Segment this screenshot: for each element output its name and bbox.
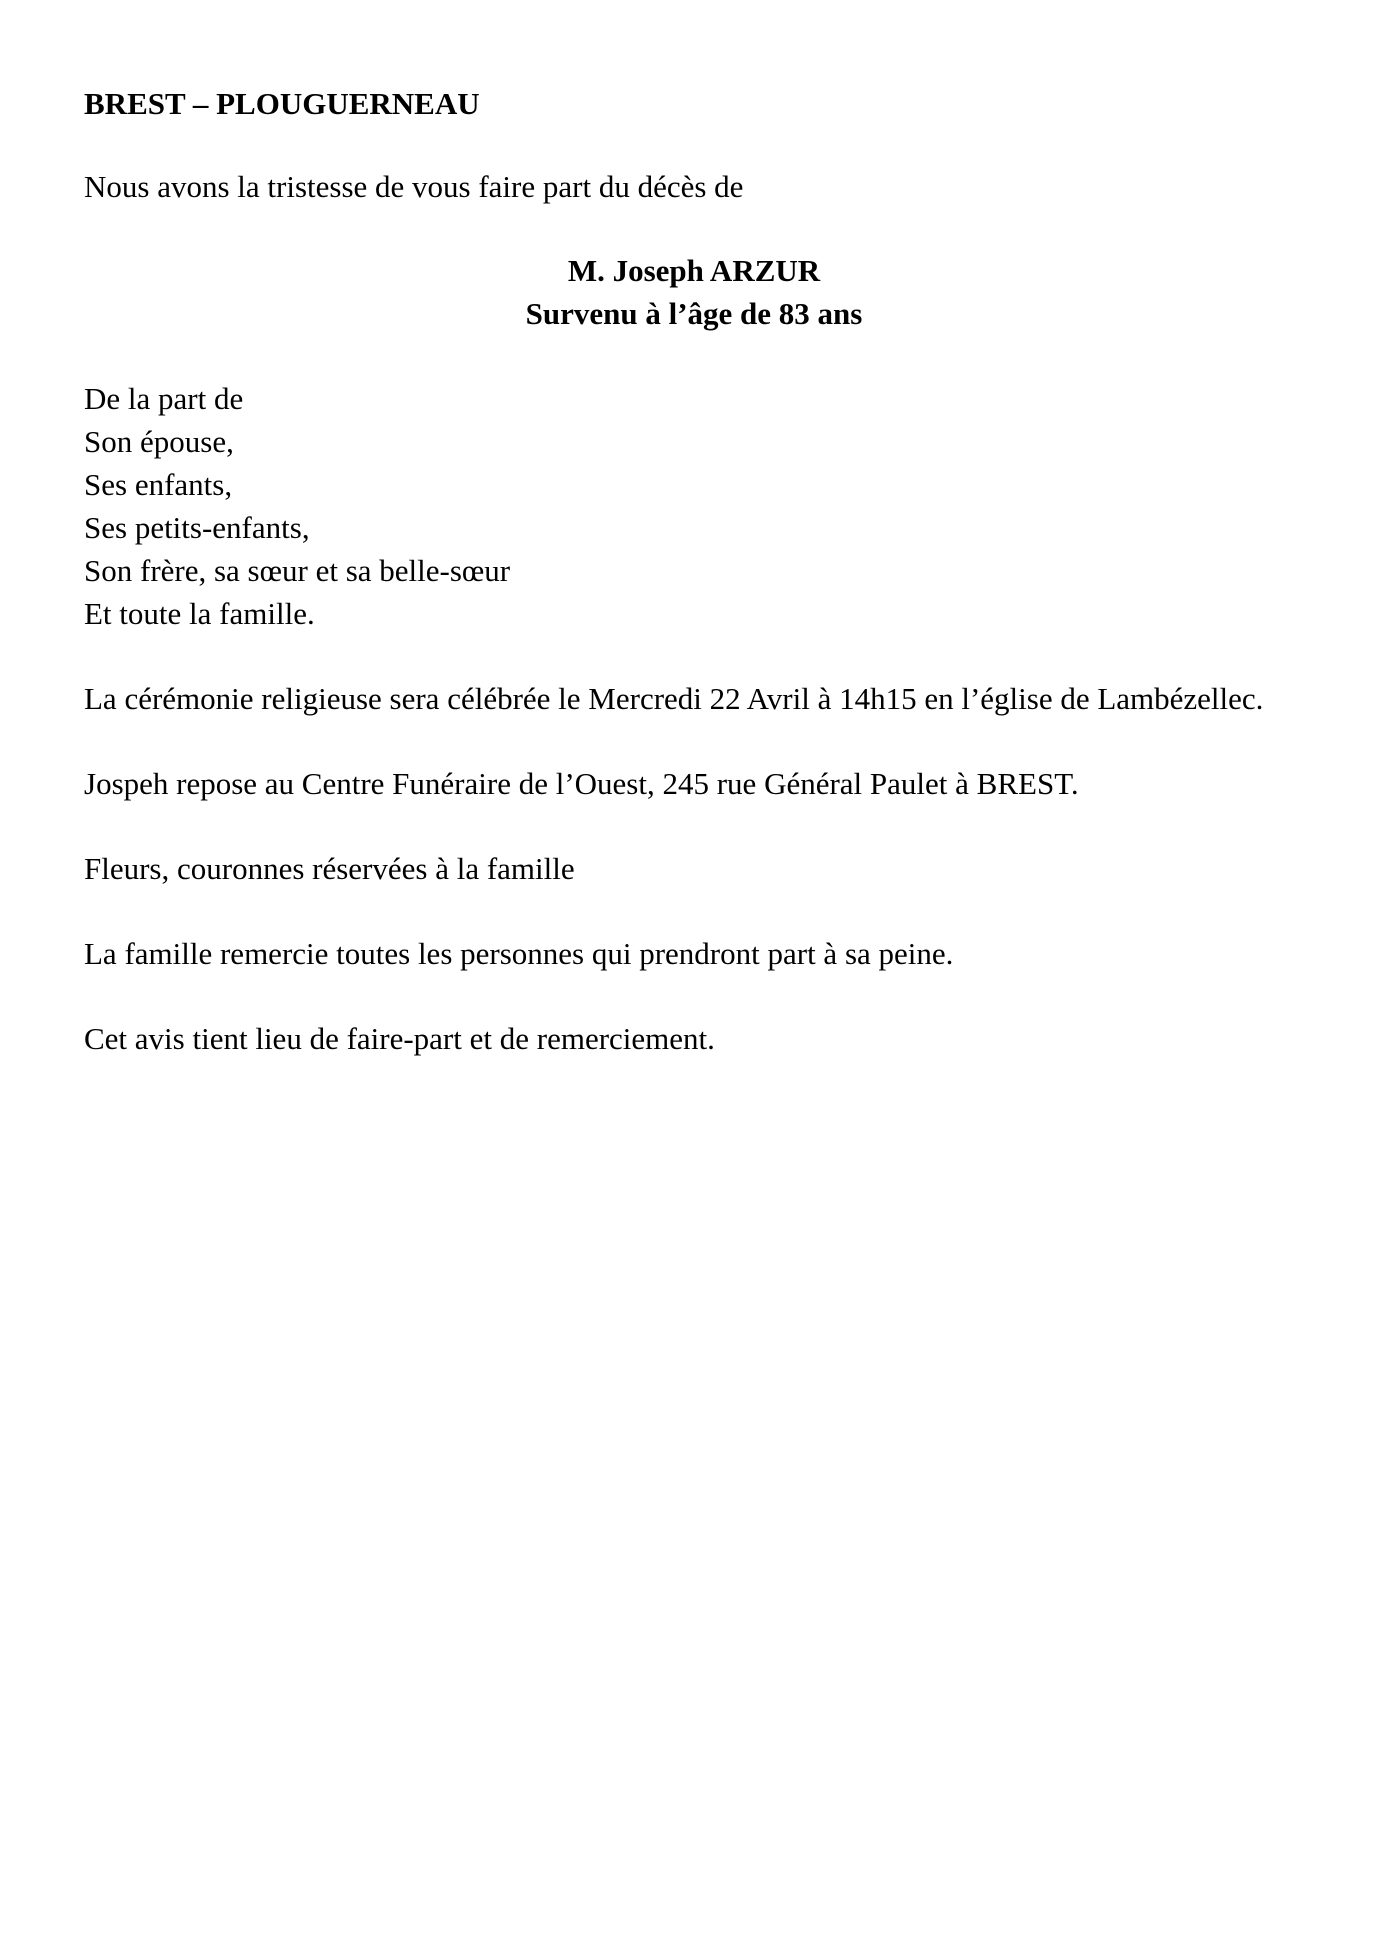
intro-text: Nous avons la tristesse de vous faire part du décès de — [84, 169, 744, 204]
signer-line: Et toute la famille. — [84, 596, 315, 631]
signers-list — [84, 377, 1304, 635]
deceased-name: M. Joseph ARZUR — [567, 253, 821, 288]
thanks-text: La famille remercie toutes les personnes qui prendront part à sa peine. — [84, 936, 954, 971]
signer-line: Son épouse, — [84, 424, 234, 459]
location-heading: BREST – PLOUGUERNEAU — [84, 86, 480, 121]
ceremony-text: La cérémonie religieuse sera célébrée le Mercredi 22 Avril à 14h15 en l’église de Lambézellec. — [84, 681, 1264, 716]
signer-line: De la part de — [84, 381, 244, 416]
signer-line: Ses enfants, — [84, 467, 233, 502]
signer-line: Son frère, sa sœur et sa belle-sœur — [84, 553, 511, 588]
obituary-document — [84, 82, 1304, 1060]
notice-text: Cet avis tient lieu de faire-part et de remerciement. — [84, 1021, 715, 1056]
rest-place-text: Jospeh repose au Centre Funéraire de l’Ouest, 245 rue Général Paulet à BREST. — [84, 766, 1079, 801]
deceased-block — [84, 249, 1304, 335]
flowers-text: Fleurs, couronnes réservées à la famille — [84, 851, 575, 886]
deceased-age: Survenu à l’âge de 83 ans — [525, 296, 863, 331]
signer-line: Ses petits-enfants, — [84, 510, 310, 545]
